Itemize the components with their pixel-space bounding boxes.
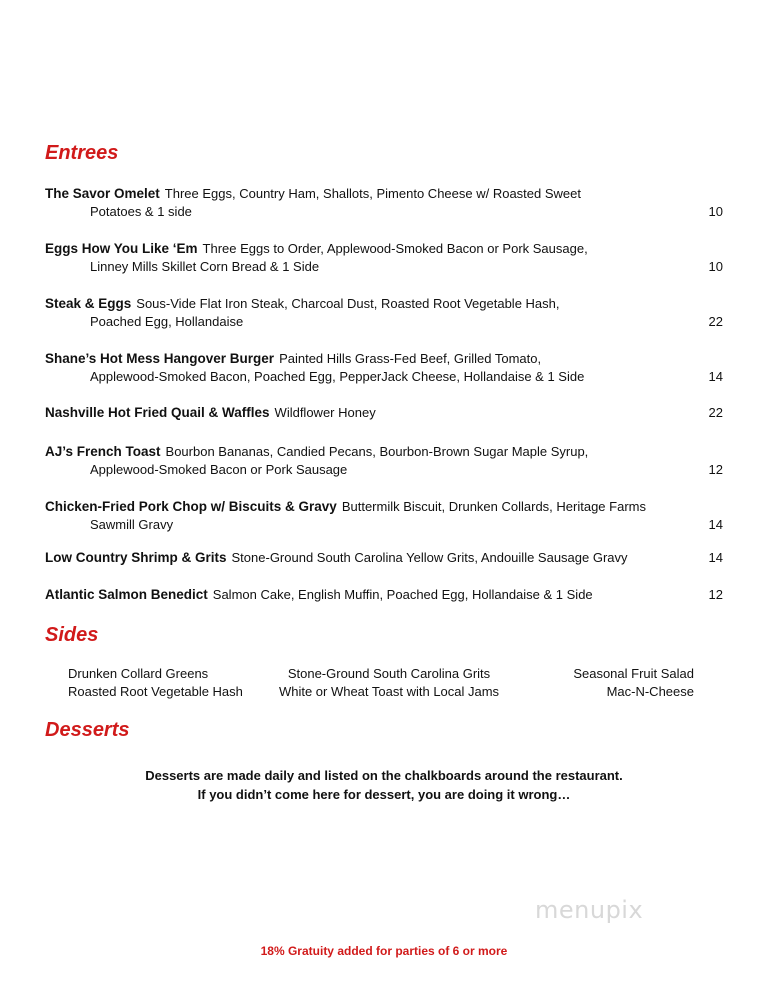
item-description: Sous-Vide Flat Iron Steak, Charcoal Dust, Roasted Root Vegetable Hash,	[136, 296, 560, 311]
item-name: Nashville Hot Fried Quail & Waffles	[45, 405, 270, 420]
menu-item-pork-chop	[45, 498, 723, 534]
desserts-note	[0, 766, 768, 804]
item-name: Eggs How You Like ‘Em	[45, 241, 198, 256]
item-price: 14	[708, 369, 723, 384]
menu-item-hangover-burger	[45, 350, 723, 386]
item-price: 22	[708, 405, 723, 420]
item-name: Shane’s Hot Mess Hangover Burger	[45, 351, 275, 366]
item-price: 14	[708, 550, 723, 565]
item-name: AJ’s French Toast	[45, 444, 161, 459]
menu-item-salmon-benedict	[45, 586, 723, 604]
desserts-heading: Desserts	[45, 719, 130, 741]
side-item: White or Wheat Toast with Local Jams	[278, 684, 500, 699]
item-description: Wildflower Honey	[274, 405, 376, 420]
item-description: Bourbon Bananas, Candied Pecans, Bourbon-Brown Sugar Maple Syrup,	[165, 444, 589, 459]
side-item: Roasted Root Vegetable Hash	[68, 684, 243, 699]
item-price: 12	[708, 587, 723, 602]
item-price: 12	[708, 462, 723, 477]
item-price: 10	[708, 204, 723, 219]
item-description-cont: Sawmill Gravy	[90, 517, 174, 532]
item-description: Salmon Cake, English Muffin, Poached Egg, Hollandaise & 1 Side	[212, 587, 593, 602]
side-item: Seasonal Fruit Salad	[573, 666, 694, 681]
entrees-heading: Entrees	[45, 142, 119, 164]
side-item: Drunken Collard Greens	[68, 666, 209, 681]
item-price: 22	[708, 314, 723, 329]
menu-item-eggs-how-you-like-em	[45, 240, 723, 276]
menu-item-quail-and-waffles	[45, 404, 723, 422]
desserts-note-line: If you didn’t come here for dessert, you are doing it wrong…	[197, 787, 571, 802]
item-description-cont: Applewood-Smoked Bacon or Pork Sausage	[90, 462, 348, 477]
item-name: Atlantic Salmon Benedict	[45, 587, 208, 602]
item-description-cont: Poached Egg, Hollandaise	[90, 314, 244, 329]
sides-column-2	[260, 665, 518, 701]
item-description: Three Eggs, Country Ham, Shallots, Pimento Cheese w/ Roasted Sweet	[164, 186, 581, 201]
item-description: Stone-Ground South Carolina Yellow Grits, Andouille Sausage Gravy	[231, 550, 628, 565]
side-item: Stone-Ground South Carolina Grits	[287, 666, 491, 681]
item-price: 10	[708, 259, 723, 274]
menu-item-savor-omelet	[45, 185, 723, 221]
menupix-watermark: menupix	[535, 896, 644, 924]
item-description: Three Eggs to Order, Applewood-Smoked Bacon or Pork Sausage,	[202, 241, 588, 256]
gratuity-note: 18% Gratuity added for parties of 6 or more	[260, 944, 508, 958]
item-description-cont: Potatoes & 1 side	[90, 204, 192, 219]
sides-heading: Sides	[45, 624, 99, 646]
item-name: Low Country Shrimp & Grits	[45, 550, 227, 565]
menu-item-shrimp-and-grits	[45, 549, 723, 567]
menu-item-steak-and-eggs	[45, 295, 723, 331]
item-description-cont: Applewood-Smoked Bacon, Poached Egg, PepperJack Cheese, Hollandaise & 1 Side	[90, 369, 585, 384]
menu-item-french-toast	[45, 443, 723, 479]
item-name: Chicken-Fried Pork Chop w/ Biscuits & Gravy	[45, 499, 337, 514]
side-item: Mac-N-Cheese	[606, 684, 694, 699]
item-name: Steak & Eggs	[45, 296, 132, 311]
item-description: Painted Hills Grass-Fed Beef, Grilled Tomato,	[279, 351, 542, 366]
sides-column-3	[534, 665, 694, 701]
desserts-note-line: Desserts are made daily and listed on the chalkboards around the restaurant.	[145, 768, 623, 783]
item-description-cont: Linney Mills Skillet Corn Bread & 1 Side	[90, 259, 320, 274]
item-price: 14	[708, 517, 723, 532]
item-description: Buttermilk Biscuit, Drunken Collards, Heritage Farms	[341, 499, 646, 514]
item-name: The Savor Omelet	[45, 186, 160, 201]
sides-column-1	[68, 665, 243, 701]
